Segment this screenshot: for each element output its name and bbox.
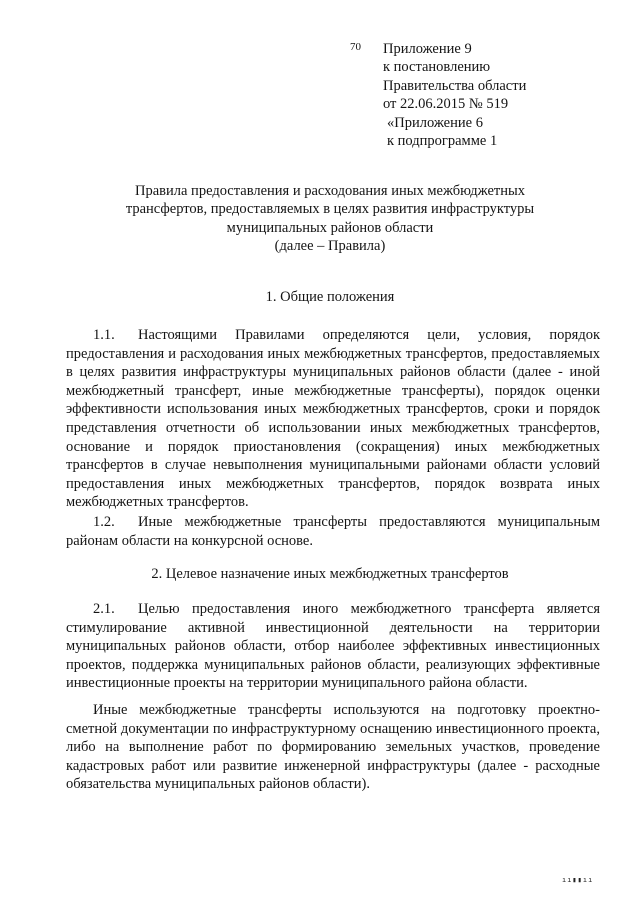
paragraph-1-1 [66, 326, 600, 512]
document-title [90, 182, 570, 256]
paragraph-2-1-cont [66, 701, 600, 794]
page-number: 70 [350, 41, 361, 53]
paragraph-number: 2.1. [93, 601, 115, 617]
appendix-line: к подпрограмме 1 [387, 133, 498, 150]
appendix-line: к постановлению [383, 59, 491, 76]
paragraph-text: Настоящими Правилами определяются цели, условия, порядок предоставления и расходования иных межбюджетных трансфертов, предоставляемых в целях развития инфраструктуры муниципальных районов области (далее - иной межбюджетный трансферт, иные межбюджетные трансферты), порядок оценки эффективности использования иных межбюджетных трансфертов, сроки и порядок представления отчетности об использовании иных межбюджетных трансфертов, основание и порядок приостановления (сокращения) иных межбюджетных трансфертов в случае невыполнения муниципальными районами области условий предоставления иных межбюджетных трансфертов, порядок возврата иных межбюджетных трансфертов. [66, 327, 600, 511]
section-heading-purpose: 2. Целевое назначение иных межбюджетных трансфертов [151, 566, 509, 582]
title-line: (далее – Правила) [274, 238, 386, 255]
scan-barcode-marks: ıı▮▮ıı [562, 876, 594, 884]
appendix-line: «Приложение 6 [387, 114, 483, 131]
title-line: трансфертов, предоставляемых в целях развития инфраструктуры [125, 201, 535, 218]
paragraph-number: 1.2. [93, 514, 115, 530]
appendix-line: Правительства области [383, 77, 527, 94]
paragraph-1-2 [66, 513, 600, 550]
section-heading-general: 1. Общие положения [265, 289, 395, 305]
paragraph-text: Целью предоставления иного межбюджетного трансферта является стимулирование активной инвестиционной деятельности на территории муниципальных районов области, отбор наиболее эффективных инвестиционных проектов, поддержка муниципальных районов области, реализующих эффективные инвестиционные проекты на территории муниципального района области. [66, 601, 600, 692]
title-line: муниципальных районов области [226, 219, 434, 236]
paragraph-text: Иные межбюджетные трансферты используются на подготовку проектно-сметной документации по инфраструктурному оснащению инвестиционного проекта, либо на выполнение работ по формированию земельных участков, проведение кадастровых работ или развитие инженерной инфраструктуры (далее - расходные обязательства муниципальных районов области). [66, 702, 600, 793]
appendix-line: Приложение 9 [383, 41, 472, 57]
paragraph-2-1 [66, 600, 600, 693]
paragraph-number: 1.1. [93, 327, 115, 343]
title-line: Правила предоставления и расходования иных межбюджетных [135, 183, 525, 199]
appendix-line: от 22.06.2015 № 519 [383, 96, 509, 113]
appendix-block [383, 40, 526, 150]
paragraph-text: Иные межбюджетные трансферты предоставляются муниципальным районам области на конкурсной основе. [66, 514, 600, 549]
